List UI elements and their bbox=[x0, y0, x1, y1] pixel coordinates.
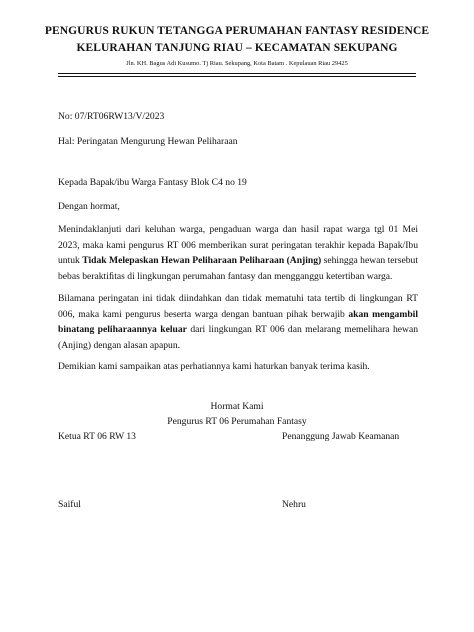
letterhead-rule-thin bbox=[58, 76, 416, 77]
letter-number: No: 07/RT06RW13/V/2023 bbox=[58, 111, 165, 122]
letterhead-address: Jln. KH. Bagus Adi Kusumo. Tj Riau. Sekupang, Kota Batam . Kepulauan Riau 29425 bbox=[126, 60, 348, 67]
letterhead-title: PENGURUS RUKUN TETANGGA PERUMAHAN FANTASY RESIDENCE bbox=[44, 25, 430, 37]
letter-recipient: Kepada Bapak/ibu Warga Fantasy Blok C4 no 19 bbox=[58, 177, 247, 188]
signatory-right-name: Nehru bbox=[282, 499, 306, 510]
paragraph-2-text-b: dari lingkungan RT 006 dan melarang memelihara hewan (Anjing) dengan alasan apapun. bbox=[58, 324, 418, 351]
paragraph-1-text-b: sehingga hewan tersebut bebas beraktiﬁtas di lingkungan perumahan fantasy dan mengganggu ketertiban warga. bbox=[58, 255, 418, 282]
letter-subject: Hal: Peringatan Mengurung Hewan Peliharaan bbox=[58, 136, 238, 147]
paragraph-2 bbox=[58, 291, 418, 353]
paragraph-1-emphasis: Tidak Melepaskan Hewan Peliharaan Peliharaan (Anjing) bbox=[82, 255, 322, 267]
paragraph-2-text-a: Bilamana peringatan ini tidak diindahkan dan tidak mematuhi tata tertib di lingkungan RT 006, maka kami pengurus beserta warga dengan bantuan pihak berwajib bbox=[58, 293, 418, 320]
paragraph-1-text-a: Menindaklanjuti dari keluhan warga, pengaduan warga dan hasil rapat warga tgl 01 Mei 2023, maka kami pengurus RT 006 memberikan surat peringatan terakhir kepada Bapak/Ibu untuk bbox=[58, 224, 418, 267]
letterhead-subtitle: KELURAHAN TANJUNG RIAU – KECAMATAN SEKUPANG bbox=[76, 42, 398, 54]
signatory-right-title: Penanggung Jawab Keamanan bbox=[282, 431, 400, 442]
letter-greeting: Dengan hormat, bbox=[58, 201, 120, 212]
paragraph-3: Demikian kami sampaikan atas perhatiannya kami haturkan banyak terima kasih. bbox=[58, 361, 370, 372]
paragraph-2-emphasis: akan mengambil binatang peliharaannya keluar bbox=[58, 308, 418, 336]
closing-regards: Hormat Kami bbox=[210, 401, 264, 412]
signatory-left-title: Ketua RT 06 RW 13 bbox=[58, 431, 136, 442]
signatory-left-name: Saiful bbox=[58, 499, 81, 510]
closing-organization: Pengurus RT 06 Perumahan Fantasy bbox=[167, 416, 307, 427]
paragraph-1 bbox=[58, 222, 418, 284]
letterhead-rule-thick bbox=[58, 73, 416, 74]
